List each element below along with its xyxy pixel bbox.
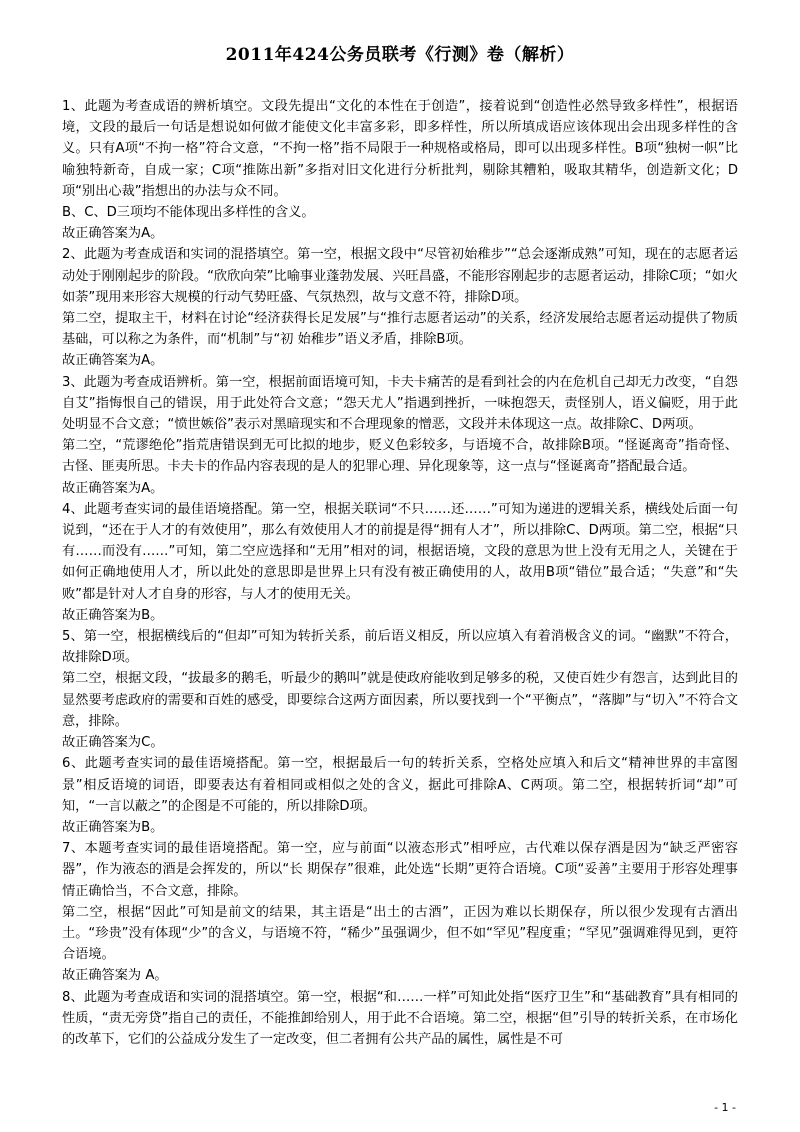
paragraph: 第二空，根据文段，“拔最多的鹅毛，听最少的鹅叫”就是使政府能收到足够多的税，又使百姓少有怨言，达到此目的显然要考虑政府的需要和百姓的感受，即要综合这两方面因素，所以要找到一个“平衡点”，“落脚”与“切入”不符合文意，排除。 [62, 671, 738, 729]
document-body [62, 96, 738, 1050]
paragraph: 故正确答案为A。 [62, 353, 164, 369]
paragraph: 故正确答案为B。 [62, 819, 164, 835]
paragraph: 4、此题考查实词的最佳语境搭配。第一空，根据关联词“不只……还……”可知为递进的逻辑关系，横线处后面一句说到，“还在于人才的有效使用”，那么有效使用人才的前提是得“拥有人才”，所以排除C、D两项。第二空，根据“只有……而没有……”可知，第二空应选择和“无用”相对的词，根据语境，文段的意思为世上没有无用之人，关键在于如何正确地使用人才，所以此处的意思即是世界上只有没有被正确使用的人，故用B项“错位”最合适；“失意”和“失败”都是针对人才自身的形容，与人才的使用无关。 [62, 501, 738, 602]
paragraph: 故正确答案为 A。 [62, 968, 168, 984]
page-number: - 1 - [714, 1101, 736, 1114]
paragraph: 5、第一空，根据横线后的“但却”可知为转折关系，前后语义相反，所以应填入有着消极含义的词。“幽默”不符合，故排除D项。 [62, 629, 738, 666]
paragraph: 1、此题为考查成语的辨析填空。文段先提出“文化的本性在于创造”，接着说到“创造性必然导致多样性”，根据语境，文段的最后一句话是想说如何做才能使文化丰富多彩，即多样性，所以所填成语应该体现出会出现多样性的含义。只有A项“不拘一格”符合文意，“不拘一格”指不局限于一种规格或格局，即可以出现多样性。B项“独树一帜”比喻独特新奇，自成一家；C项“推陈出新”多指对旧文化进行分析批判，剔除其糟粕，吸取其精华，创造新文化；D项“别出心裁”指想出的办法与众不同。 [62, 99, 738, 199]
paragraph: 故正确答案为B。 [62, 607, 164, 623]
page-title: 2011年424公务员联考《行测》卷（解析） [225, 45, 575, 65]
paragraph: 故正确答案为A。 [62, 226, 164, 242]
paragraph: 3、此题为考查成语辨析。第一空，根据前面语境可知，卡夫卡痛苦的是看到社会的内在危机自己却无力改变，“自怨自艾”指悔恨自己的错误，用于此处符合文意；“怨天尤人”指遇到挫折，一味抱怨天，责怪别人，语义偏贬，用于此处明显不合文意；“愤世嫉俗”表示对黑暗现实和不合理现象的憎恶，文段并未体现这一点。故排除C、D两项。 [62, 374, 738, 433]
paragraph: 6、此题考查实词的最佳语境搭配。第一空，根据最后一句的转折关系，空格处应填入和后文“精神世界的丰富图景”相反语境的词语，即要表达有着相同或相似之处的含义，据此可排除A、C两项。第二空，根据转折词“却”可知，“一言以蔽之”的企图是不可能的，所以排除D项。 [62, 756, 738, 814]
paragraph: B、C、D三项均不能体现出多样性的含义。 [62, 205, 315, 221]
paragraph: 2、此题为考查成语和实词的混搭填空。第一空，根据文段中“尽管初始稚步”“总会逐渐成熟”可知，现在的志愿者运动处于刚刚起步的阶段。“欣欣向荣”比喻事业蓬勃发展、兴旺昌盛，不能形容刚起步的志愿者运动，排除C项；“如火如荼”现用来形容大规模的行动气势旺盛、气氛热烈，故与文意不符，排除D项。 [62, 247, 738, 305]
paragraph: 第二空，根据“因此”可知是前文的结果，其主语是“出土的古酒”，正因为难以长期保存，所以很少发现有古酒出土。“珍贵”没有体现“少”的含义，与语境不符，“稀少”虽强调少，但不如“罕见”程度重；“罕见”强调难得见到，更符合语境。 [62, 904, 738, 963]
paragraph: 故正确答案为A。 [62, 480, 164, 496]
paragraph: 第二空，提取主干，材料在讨论“经济获得长足发展”与“推行志愿者运动”的关系，经济发展给志愿者运动提供了物质基础，可以称之为条件，而“机制”与“初 始稚步”语义矛盾，排除B项。 [62, 311, 738, 348]
paragraph: 8、此题为考查成语和实词的混搭填空。第一空，根据“和……一样”可知此处指“医疗卫生”和“基础教育”具有相同的性质，“责无旁贷”指自己的责任，不能推卸给别人，用于此不合语境。第二空，根据“但”引导的转折关系，在市场化的改革下，它们的公益成分发生了一定改变，但二者拥有公共产品的属性，属性是不可 [62, 989, 738, 1047]
paragraph: 故正确答案为C。 [62, 735, 164, 751]
paragraph: 7、本题考查实词的最佳语境搭配。第一空，应与前面“以液态形式”相呼应，古代难以保存酒是因为“缺乏严密容器”，作为液态的酒是会挥发的，所以“长 期保存”很难，此处选“长期”更符合语境。C项“妥善”主要用于形容处理事情正确恰当，不合文意，排除。 [62, 841, 738, 899]
paragraph: 第二空，“荒谬绝伦”指荒唐错误到无可比拟的地步，贬义色彩较多，与语境不合，故排除B项。“怪诞离奇”指奇怪、古怪、匪夷所思。卡夫卡的作品内容表现的是人的犯罪心理、异化现象等，这一点与“怪诞离奇”搭配最合适。 [62, 438, 738, 475]
